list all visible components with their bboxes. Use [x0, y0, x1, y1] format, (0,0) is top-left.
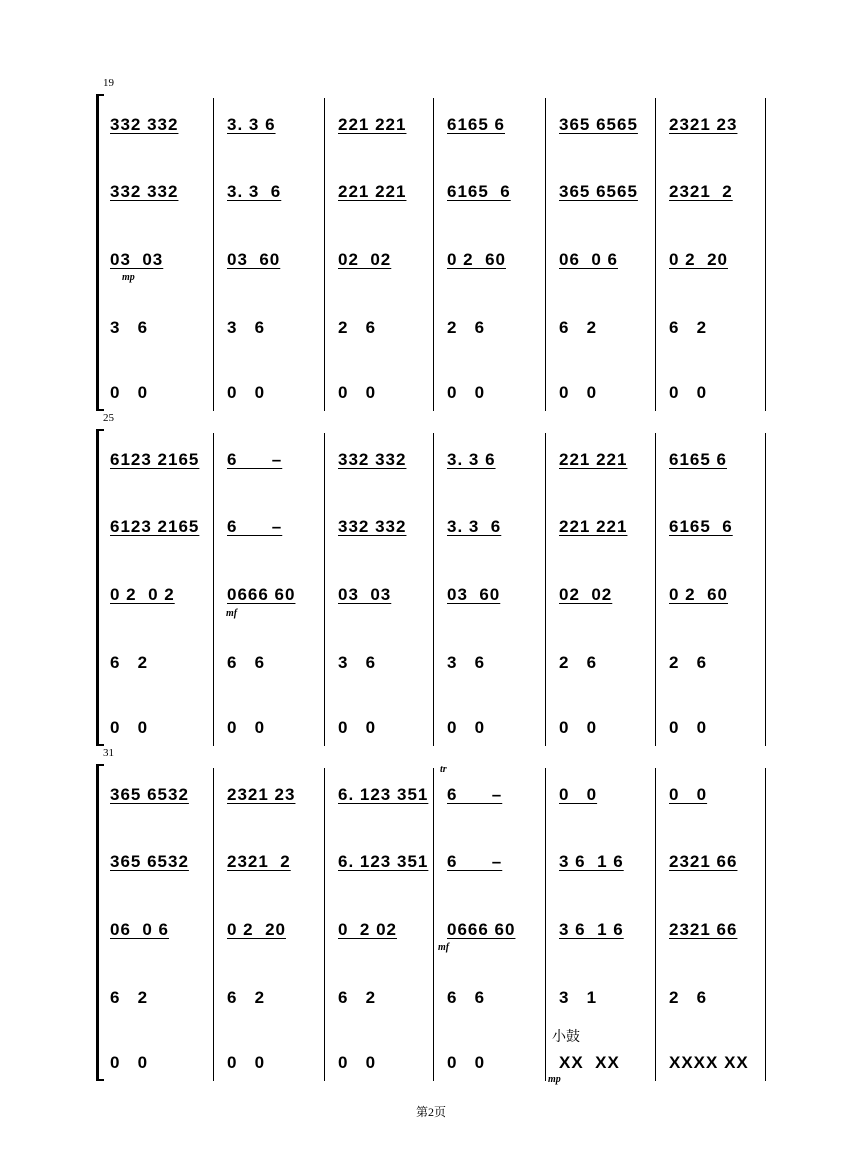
dynamic-mark: mp	[122, 272, 135, 283]
notation-cell: 365 6532	[110, 852, 189, 871]
notation-cell: 2 6	[669, 988, 708, 1007]
notation-cell: 6 2	[110, 653, 149, 672]
notation-cell: 03 60	[447, 585, 501, 604]
notation-cell: 6 2	[559, 318, 598, 337]
dynamic-mark: mp	[548, 1074, 561, 1085]
notation-cell: 0 0	[447, 1053, 486, 1072]
notation-cell: 6 –	[447, 785, 503, 804]
notation-cell: 2 6	[669, 653, 708, 672]
notation-cell: 0 2 20	[669, 250, 728, 269]
notation-cell: 0 0	[338, 383, 377, 402]
notation-cell: 6 6	[227, 653, 266, 672]
notation-cell: 6 –	[447, 852, 503, 871]
notation-cell: 02 02	[338, 250, 392, 269]
notation-cell: 0 0	[559, 718, 598, 737]
barline	[324, 433, 325, 746]
notation-cell: 0 0	[338, 1053, 377, 1072]
notation-cell: 6 –	[227, 450, 283, 469]
notation-cell: 0 0	[110, 383, 149, 402]
notation-cell: 06 0 6	[559, 250, 618, 269]
page-footer: 第2页	[415, 1105, 446, 1119]
notation-cell: 6 6	[447, 988, 486, 1007]
notation-cell: 2 6	[338, 318, 377, 337]
notation-cell: 2321 66	[669, 852, 738, 871]
notation-cell: 0 2 60	[447, 250, 506, 269]
notation-cell: 0 0	[227, 1053, 266, 1072]
notation-cell: 0 0	[447, 383, 486, 402]
notation-cell: 0 2 02	[338, 920, 397, 939]
notation-cell: 0 0	[669, 383, 708, 402]
notation-cell: 2321 2	[227, 852, 291, 871]
notation-cell: 3 6	[110, 318, 149, 337]
barline	[545, 768, 546, 1081]
notation-cell: 0 0	[669, 718, 708, 737]
notation-cell: 2321 23	[669, 115, 738, 134]
bar-number: 25	[103, 412, 114, 424]
notation-cell: 6 –	[227, 517, 283, 536]
notation-cell: 0 0	[669, 785, 708, 804]
notation-cell: 221 221	[559, 450, 628, 469]
score-system	[0, 77, 862, 405]
system-bracket	[96, 429, 99, 746]
notation-cell: 2321 2	[669, 182, 733, 201]
notation-cell: 0 2 0 2	[110, 585, 175, 604]
notation-cell: 0 0	[110, 1053, 149, 1072]
notation-cell: 6165 6	[447, 115, 505, 134]
notation-cell: 0666 60	[227, 585, 296, 604]
barline	[765, 98, 766, 411]
notation-cell: 3 6 1 6	[559, 852, 624, 871]
notation-cell: 6. 123 351	[338, 785, 429, 804]
barline	[655, 768, 656, 1081]
barline	[324, 98, 325, 411]
instrument-label: 小鼓	[552, 1029, 580, 1045]
barline	[213, 433, 214, 746]
notation-cell: 3 6	[227, 318, 266, 337]
notation-cell: 332 332	[338, 450, 407, 469]
notation-cell: 2 6	[559, 653, 598, 672]
notation-cell: 6 2	[227, 988, 266, 1007]
barline	[433, 433, 434, 746]
notation-cell: 221 221	[338, 115, 407, 134]
notation-cell: 0 2 20	[227, 920, 286, 939]
barline	[213, 768, 214, 1081]
barline	[324, 768, 325, 1081]
dynamic-mark: mf	[438, 942, 450, 953]
barline	[655, 98, 656, 411]
notation-cell: 332 332	[338, 517, 407, 536]
notation-cell: 0 0	[338, 718, 377, 737]
notation-cell: 3. 3 6	[447, 450, 496, 469]
bar-number: 31	[103, 747, 114, 759]
dynamic-mark: mf	[226, 608, 238, 619]
trill-mark: tr	[440, 764, 447, 775]
notation-cell: 0 0	[110, 718, 149, 737]
notation-cell: 332 332	[110, 115, 179, 134]
notation-cell: 3 6	[338, 653, 377, 672]
barline	[433, 98, 434, 411]
notation-cell: 6. 123 351	[338, 852, 429, 871]
notation-cell: 6 2	[338, 988, 377, 1007]
notation-cell: 2 6	[447, 318, 486, 337]
notation-cell: 0666 60	[447, 920, 516, 939]
barline	[545, 98, 546, 411]
notation-cell: 03 03	[338, 585, 392, 604]
notation-cell: 06 0 6	[110, 920, 169, 939]
score-system	[0, 747, 862, 1085]
barline	[213, 98, 214, 411]
notation-cell: 03 60	[227, 250, 281, 269]
barline	[765, 433, 766, 746]
notation-cell: 0 0	[227, 383, 266, 402]
notation-cell: 0 0	[559, 785, 598, 804]
notation-cell: 3 6	[447, 653, 486, 672]
notation-cell: 2321 66	[669, 920, 738, 939]
score-system	[0, 412, 862, 740]
barline	[765, 768, 766, 1081]
barline	[433, 768, 434, 1081]
notation-cell: 0 2 60	[669, 585, 728, 604]
notation-cell: 0 0	[447, 718, 486, 737]
notation-cell: 6165 6	[447, 182, 511, 201]
notation-cell: 6123 2165	[110, 517, 200, 536]
notation-cell: 3 6 1 6	[559, 920, 624, 939]
notation-cell: 221 221	[338, 182, 407, 201]
notation-cell: 3. 3 6	[447, 517, 502, 536]
barline	[655, 433, 656, 746]
notation-cell: 221 221	[559, 517, 628, 536]
system-bracket	[96, 94, 99, 411]
notation-cell: XX XX	[559, 1053, 620, 1072]
notation-cell: 6 2	[110, 988, 149, 1007]
notation-cell: 3. 3 6	[227, 182, 282, 201]
notation-cell: 3. 3 6	[227, 115, 276, 134]
system-bracket	[96, 764, 99, 1081]
notation-cell: 365 6565	[559, 115, 638, 134]
notation-cell: 3 1	[559, 988, 598, 1007]
notation-cell: 6165 6	[669, 517, 733, 536]
notation-cell: 03 03	[110, 250, 164, 269]
notation-cell: 365 6532	[110, 785, 189, 804]
notation-cell: 0 0	[559, 383, 598, 402]
bar-number: 19	[103, 77, 114, 89]
notation-cell: 6123 2165	[110, 450, 200, 469]
notation-cell: 6 2	[669, 318, 708, 337]
notation-cell: 332 332	[110, 182, 179, 201]
notation-cell: 02 02	[559, 585, 613, 604]
notation-cell: 2321 23	[227, 785, 296, 804]
notation-cell: XXXX XX	[669, 1053, 749, 1072]
barline	[545, 433, 546, 746]
notation-cell: 6165 6	[669, 450, 727, 469]
notation-cell: 365 6565	[559, 182, 638, 201]
notation-cell: 0 0	[227, 718, 266, 737]
